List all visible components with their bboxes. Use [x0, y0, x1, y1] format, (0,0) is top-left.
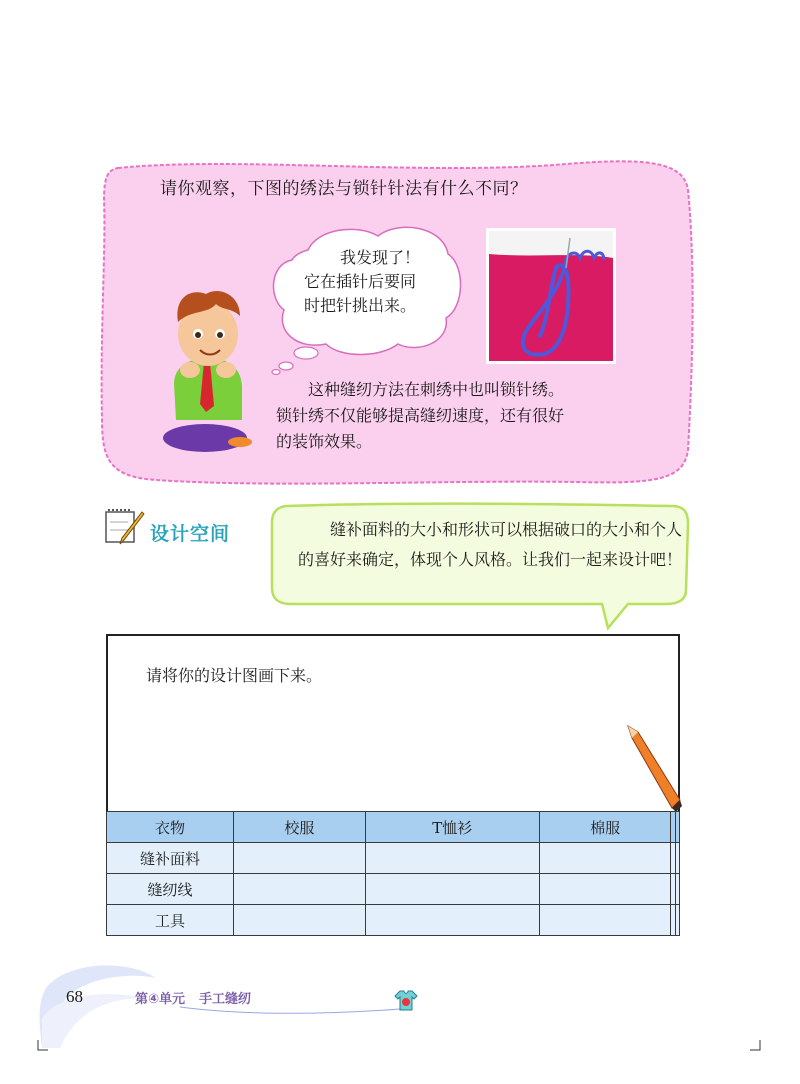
bubble-line-3: 时把针挑出来。	[304, 296, 417, 315]
unit-number: 第④单元	[135, 992, 186, 1007]
table-cell[interactable]	[365, 874, 539, 905]
table-header-cell: 校服	[234, 812, 366, 843]
table-header-cell: 衣物	[107, 812, 234, 843]
table-row	[107, 874, 680, 905]
tshirt-icon	[394, 988, 418, 1012]
notepad-pencil-icon	[104, 506, 148, 546]
table-cell[interactable]	[234, 874, 366, 905]
table-cell[interactable]	[539, 874, 671, 905]
table-cell[interactable]	[539, 905, 671, 936]
table-header-row	[107, 812, 680, 843]
table-cell[interactable]	[675, 905, 679, 936]
boy-character	[160, 288, 260, 456]
chain-stitch-photo	[486, 228, 616, 364]
table-cell[interactable]	[675, 843, 679, 874]
table-row-label: 工具	[107, 905, 234, 936]
footer-rule	[180, 1003, 400, 1017]
bubble-line-2: 它在插针后要同	[304, 272, 417, 291]
table-cell[interactable]	[365, 843, 539, 874]
table-cell[interactable]	[234, 905, 366, 936]
table-cell[interactable]	[234, 843, 366, 874]
thought-bubble-text	[300, 246, 460, 318]
design-intro-text: 缝补面料的大小和形状可以根据破口的大小和个人的喜好来确定，体现个人风格。让我们一起来设计吧！	[298, 520, 683, 569]
table-row	[107, 905, 680, 936]
design-space-title: 设计空间	[150, 523, 231, 545]
table-row	[107, 843, 680, 874]
table-header-cell: 棉服	[539, 812, 671, 843]
table-cell[interactable]	[365, 905, 539, 936]
pencil-icon	[624, 722, 684, 814]
table-cell[interactable]	[539, 843, 671, 874]
table-header-cell: T恤衫	[365, 812, 539, 843]
table-row-label: 缝纫线	[107, 874, 234, 905]
crop-mark	[36, 1040, 48, 1052]
crop-mark	[750, 1040, 762, 1052]
table-row-label: 缝补面料	[107, 843, 234, 874]
chain-stitch-explanation: 这种缝纫方法在刺绣中也叫锁针绣。锁针绣不仅能够提高缝纫速度，还有很好的装饰效果。	[276, 380, 565, 451]
bubble-line-1: 我发现了！	[340, 248, 421, 267]
drawing-prompt: 请将你的设计图画下来。	[146, 666, 323, 685]
design-table	[106, 811, 680, 936]
table-header-cell[interactable]	[675, 812, 679, 843]
observation-question: 请你观察，下图的绣法与锁针针法有什么不同？	[160, 179, 528, 199]
page-number: 68	[66, 987, 83, 1006]
table-cell[interactable]	[675, 874, 679, 905]
unit-title: 手工缝纫	[199, 992, 252, 1007]
